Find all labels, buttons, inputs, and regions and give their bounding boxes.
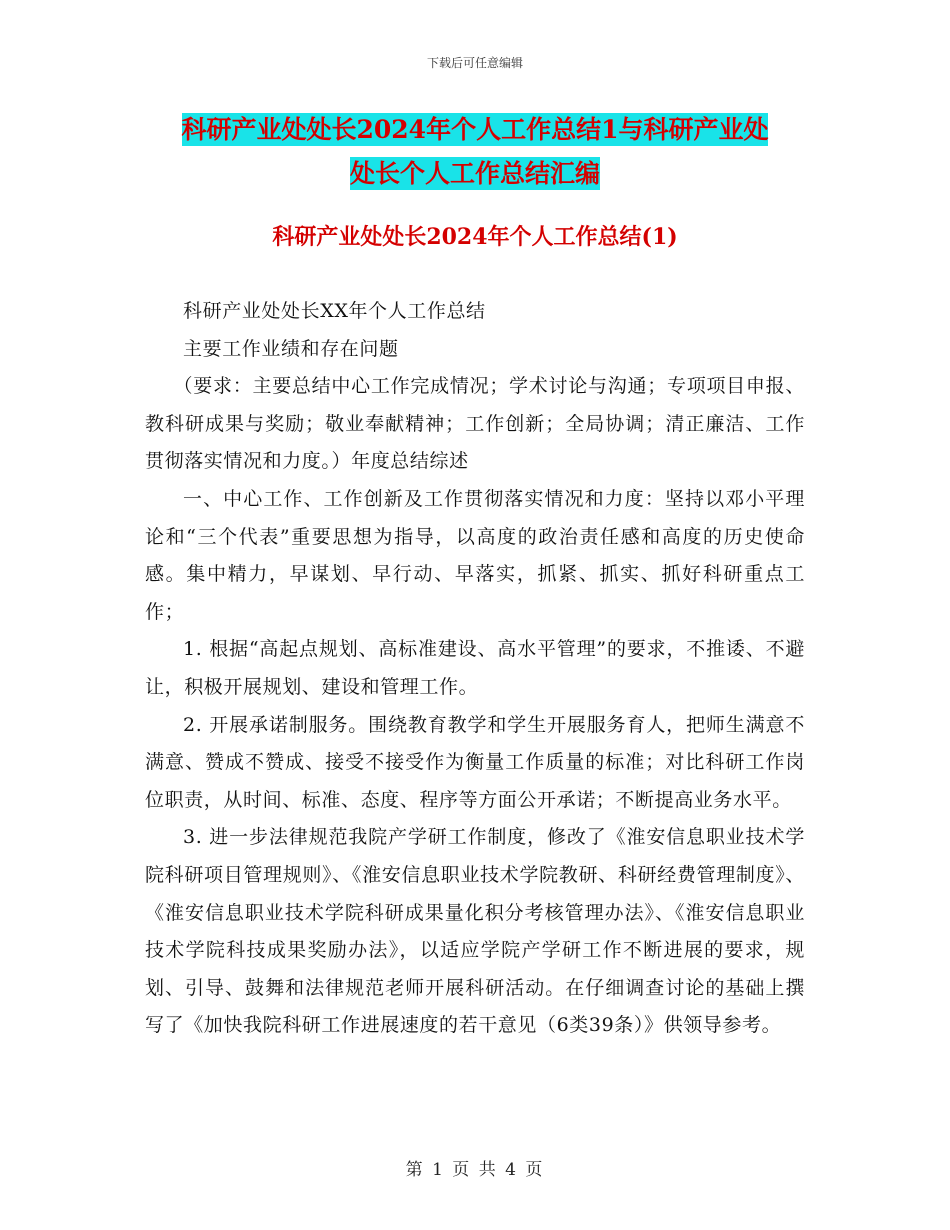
main-title — [145, 108, 805, 196]
paragraph: 1. 根据“高起点规划、高标准建设、高水平管理”的要求，不推诿、不避让，积极开展规划、建设和管理工作。 — [145, 638, 805, 698]
page-footer: 第 1 页 共 4 页 — [405, 1160, 545, 1180]
paragraph: 3. 进一步法律规范我院产学研工作制度，修改了《淮安信息职业技术学院科研项目管理规则》、《淮安信息职业技术学院教研、科研经费管理制度》、《淮安信息职业技术学院科研成果量化积分考核管理办法》、《淮安信息职业技术学院科技成果奖励办法》，以适应学院产学研工作不断进展的要求，规划、引导、鼓舞和法律规范老师开展科研活动。在仔细调查讨论的基础上撰写了《加快我院科研工作进展速度的若干意见（6类39条）》供领导参考。 — [145, 826, 805, 1037]
main-title-line1: 科研产业处处长2024年个人工作总结1与科研产业处 — [181, 115, 769, 144]
paragraph: 主要工作业绩和存在问题 — [183, 337, 399, 360]
header-note: 下载后可任意编辑 — [426, 56, 523, 70]
paragraph: 一、中心工作、工作创新及工作贯彻落实情况和力度：坚持以邓小平理论和“三个代表”重要思想为指导，以高度的政治责任感和高度的历史使命感。集中精力，早谋划、早行动、早落实，抓紧、抓实、抓好科研重点工作； — [145, 487, 805, 623]
paragraph: 2. 开展承诺制服务。围绕教育教学和学生开展服务育人，把师生满意不满意、赞成不赞成、接受不接受作为衡量工作质量的标准；对比科研工作岗位职责，从时间、标准、态度、程序等方面公开承诺；不断提高业务水平。 — [145, 713, 805, 811]
document-body — [145, 293, 805, 1045]
paragraph: （要求：主要总结中心工作完成情况；学术讨论与沟通；专项项目申报、教科研成果与奖励；敬业奉献精神；工作创新；全局协调；清正廉洁、工作贯彻落实情况和力度。）年度总结综述 — [145, 375, 805, 473]
section-title: 科研产业处处长2024年个人工作总结(1) — [272, 224, 678, 250]
main-title-line2: 处长个人工作总结汇编 — [349, 159, 600, 188]
paragraph: 科研产业处处长XX年个人工作总结 — [183, 300, 486, 322]
